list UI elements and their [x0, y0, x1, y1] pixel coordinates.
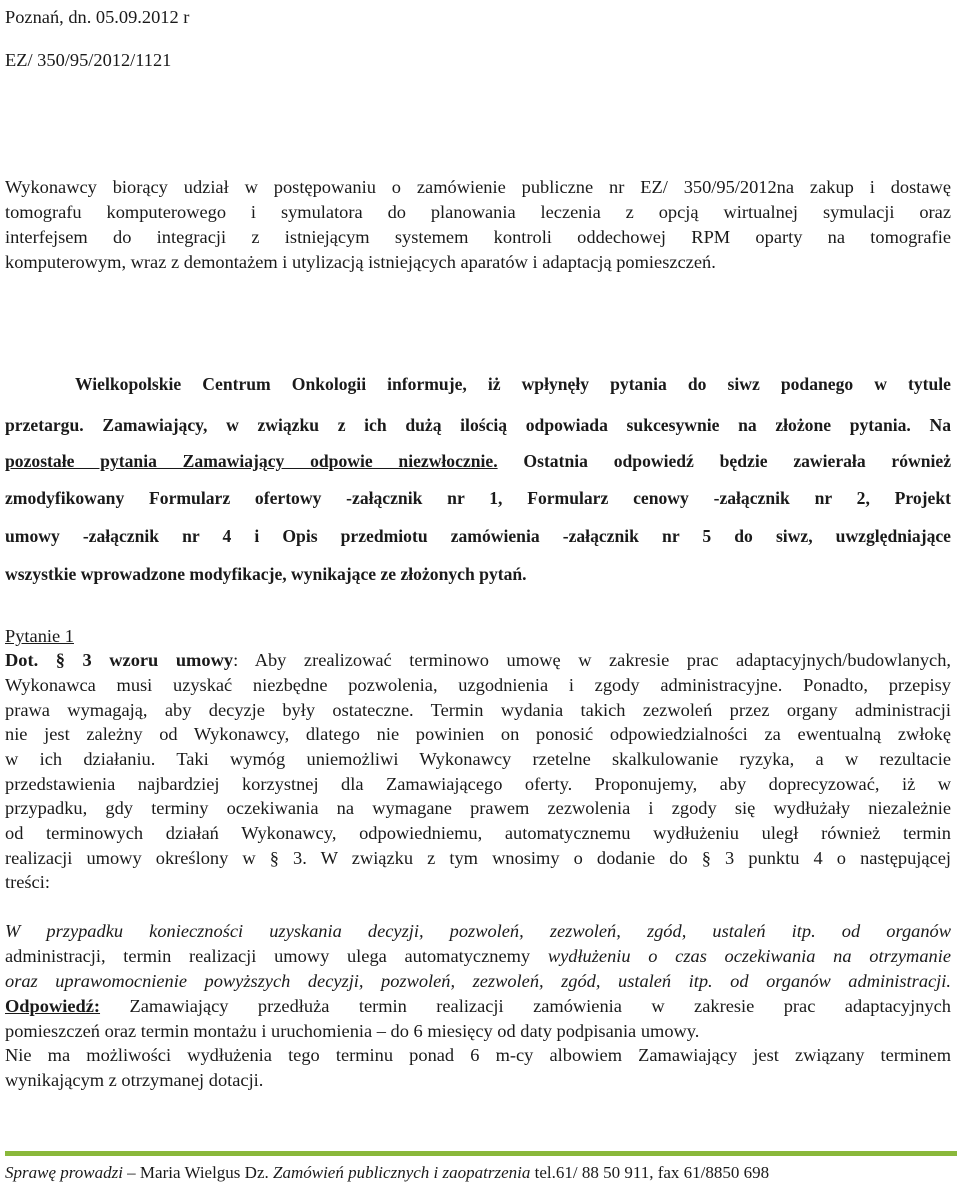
proposal-line-2-a: administracji, termin realizacji umowy ulega automatycznemy: [5, 946, 531, 966]
question-line-3: prawa wymagają, aby decyzje były ostateczne. Termin wydania takich zezwoleń przez organy administracji: [5, 700, 951, 720]
question-line-7: przypadku, gdy terminy oczekiwania na wymagane prawem zezwolenia i zgody się wydłużały niezależnie: [5, 798, 951, 818]
footer-rule: [5, 1151, 957, 1156]
notice-underlined: pozostałe pytania Zamawiający odpowie niezwłocznie.: [5, 451, 498, 471]
question-line-6: przedstawienia najbardziej korzystnej dla Zamawiającego oferty. Proponujemy, aby doprecyzować, iż w: [5, 774, 951, 794]
notice-line-3-rest: Ostatnia odpowiedź będzie zawierała również: [523, 451, 951, 471]
question-line-1: [5, 648, 951, 673]
notice-line-2: przetargu. Zamawiający, w związku z ich dużą ilością odpowiada sukcesywnie na złożone pytania. Na: [5, 415, 951, 435]
footer-name: Maria Wielgus Dz.: [135, 1163, 269, 1182]
question-line-2: Wykonawca musi uzyskać niezbędne pozwolenia, uzgodnienia i zgody administracyjne. Ponadto, przepisy: [5, 675, 951, 695]
section-ref: § 3 wzoru umowy: [55, 650, 234, 670]
notice-line-4: zmodyfikowany Formularz ofertowy -załącznik nr 1, Formularz cenowy -załącznik nr 2, Projekt: [5, 488, 951, 508]
intro-line-3: interfejsem do integracji z istniejącym systemem kontroli oddechowej RPM oparty na tomografie: [5, 227, 951, 247]
answer-line-1-rest: Zamawiający przedłuża termin realizacji zamówienia w zakresie prac adaptacyjnych: [100, 996, 951, 1016]
reference-number: EZ/ 350/95/2012/1121: [5, 50, 172, 70]
proposal-line-2: [5, 944, 951, 969]
question-line-9: realizacji umowy określony w § 3. W związku z tym wnosimy o dodanie do § 3 punktu 4 o następującej: [5, 848, 951, 868]
question-line-10: treści:: [5, 872, 50, 892]
dot-label: Dot.: [5, 650, 39, 670]
footer-contact: tel.61/ 88 50 911, fax 61/8850 698: [530, 1163, 770, 1182]
proposal-line-2-b: wydłużeniu o czas oczekiwania na otrzymanie: [530, 946, 951, 966]
footer-dept: Zamówień publicznych i zaopatrzenia: [268, 1163, 531, 1182]
intro-line-4: komputerowym, wraz z demontażem i utylizacją istniejących aparatów i adaptacją pomieszczeń.: [5, 252, 716, 272]
notice-line-6: wszystkie wprowadzone modyfikacje, wynikające ze złożonych pytań.: [5, 564, 527, 584]
notice-line-3: [5, 450, 951, 472]
proposal-line-1: W przypadku konieczności uzyskania decyzji, pozwoleń, zezwoleń, zgód, ustaleń itp. od organów: [5, 921, 951, 941]
notice-line-5: umowy -załącznik nr 4 i Opis przedmiotu zamówienia -załącznik nr 5 do siwz, uwzględniające: [5, 526, 951, 546]
answer-line-3: Nie ma możliwości wydłużenia tego terminu ponad 6 m-cy albowiem Zamawiający jest związany terminem: [5, 1045, 951, 1065]
answer-line-4: wynikającym z otrzymanej dotacji.: [5, 1070, 264, 1090]
answer-label: Odpowiedź:: [5, 996, 101, 1016]
intro-line-2: tomografu komputerowego i symulatora do planowania leczenia z opcją wirtualnej symulacji oraz: [5, 202, 951, 222]
place-date: Poznań, dn. 05.09.2012 r: [5, 7, 190, 27]
question-line-1-rest: : Aby zrealizować terminowo umowę w zakresie prac adaptacyjnych/budowlanych,: [233, 650, 951, 670]
question-line-8: od terminowych działań Wykonawcy, odpowiedniemu, automatycznemu wydłużeniu uległ również termin: [5, 823, 951, 843]
footer-text: [5, 1162, 769, 1184]
question-title: Pytanie 1: [5, 626, 74, 646]
question-line-5: w ich działaniu. Taki wymóg uniemożliwi Wykonawcy rzetelne skalkulowanie ryzyka, a w rezultacie: [5, 749, 951, 769]
answer-line-1: [5, 994, 951, 1019]
question-line-4: nie jest zależny od Wykonawcy, dlatego nie powinien on ponosić odpowiedzialności za ewentualną zwłokę: [5, 724, 951, 744]
intro-line-1: Wykonawcy biorący udział w postępowaniu o zamówienie publiczne nr EZ/ 350/95/2012na zakup i dostawę: [5, 177, 951, 197]
proposal-line-3: oraz uprawomocnienie powyższych decyzji, pozwoleń, zezwoleń, zgód, ustaleń itp. od organów administracji.: [5, 971, 951, 991]
answer-line-2: pomieszczeń oraz termin montażu i uruchomienia – do 6 miesięcy od daty podpisania umowy.: [5, 1021, 700, 1041]
notice-line-1: Wielkopolskie Centrum Onkologii informuje, iż wpłynęły pytania do siwz podanego w tytule: [75, 374, 951, 394]
footer-prefix: Sprawę prowadzi –: [5, 1163, 136, 1182]
